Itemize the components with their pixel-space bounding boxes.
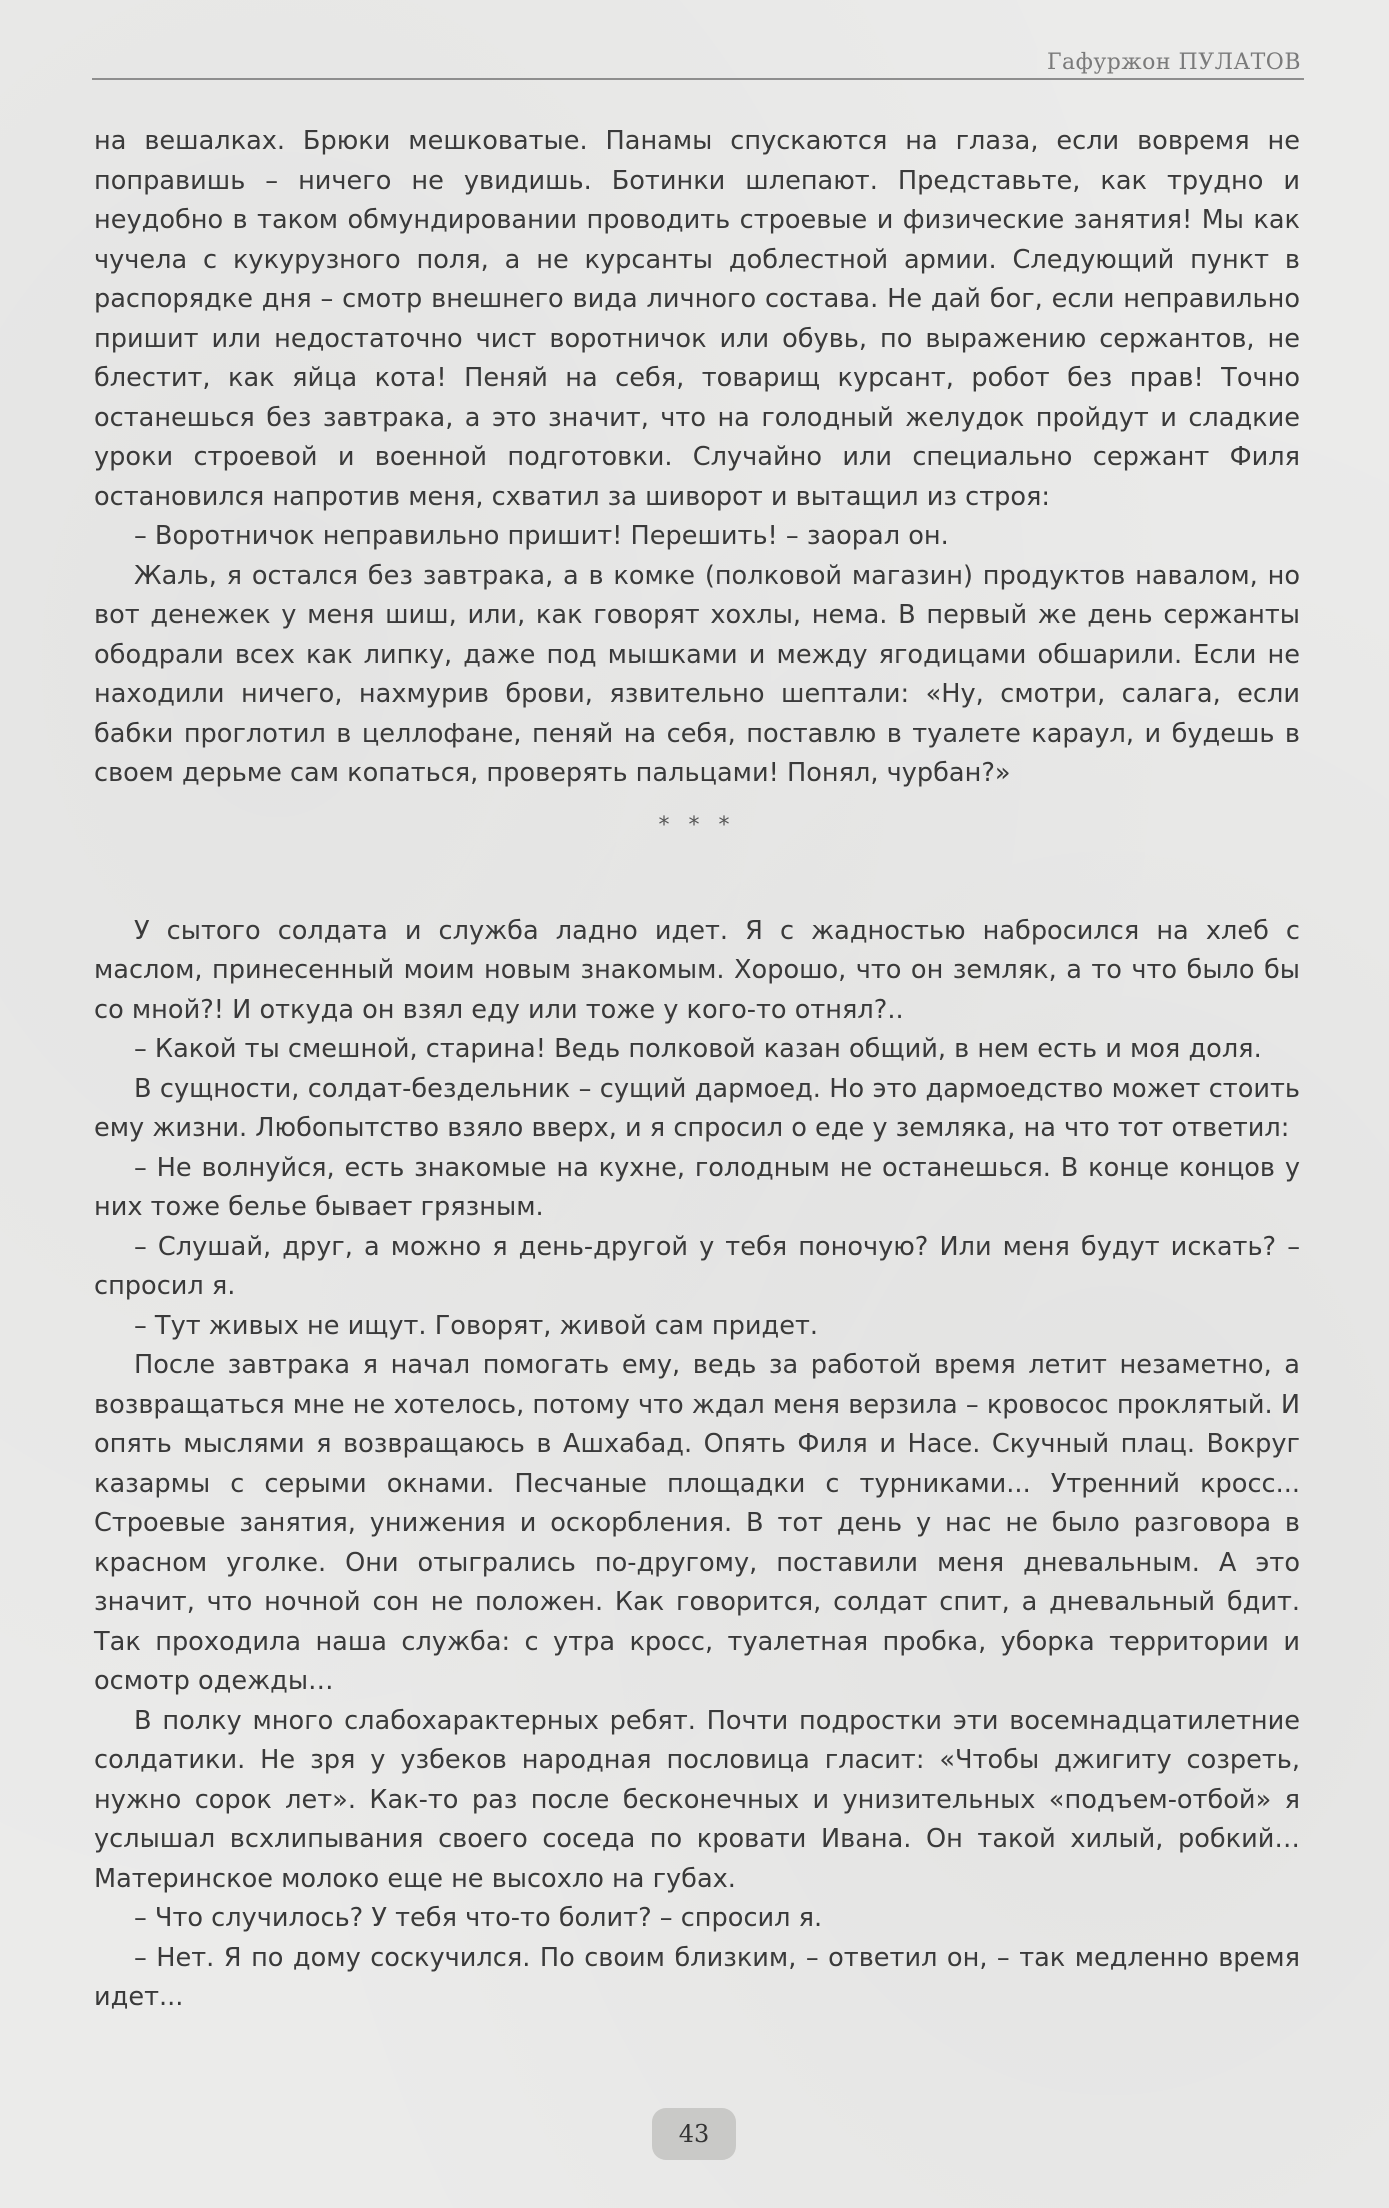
header-rule — [92, 78, 1304, 80]
paragraph: – Какой ты смешной, старина! Ведь полковой казан общий, в нем есть и моя доля. — [134, 1034, 1262, 1064]
paragraph: на вешалках. Брюки мешковатые. Панамы спускаются на глаза, если вовремя не поправишь – ничего не увидишь. Ботинки шлепают. Представьте, как трудно и неудобно в таком обмундировании проводить строевые и физические занятия! Мы как чучела с кукурузного поля, а не курсанты доблестной армии. Следующий пункт в распорядке дня – смотр внешнего вида личного состава. Не дай бог, если неправильно пришит или недостаточно чист воротничок или обувь, по выражению сержантов, не блестит, как яйца кота! Пеняй на себя, товарищ курсант, робот без прав! Точно останешься без завтрака, а это значит, что на голодный желудок пройдут и сладкие уроки строевой и военной подготовки. Случайно или специально сержант Филя остановился напротив меня, схватил за шиворот и вытащил из строя: — [94, 126, 1300, 512]
paragraph: Жаль, я остался без завтрака, а в комке (полковой магазин) продуктов навалом, но вот денежек у меня шиш, или, как говорят хохлы, нема. В первый же день сержанты ободрали всех как липку, даже под мышками и между ягодицами обшарили. Если не находили ничего, нахмурив брови, язвительно шептали: «Ну, смотри, салага, если бабки проглотил в целлофане, пеняй на себя, поставлю в туалете караул, и будешь в своем дерьме сам копаться, проверять пальцами! Понял, чурбан?» — [94, 560, 1300, 788]
paragraph: – Что случилось? У тебя что-то болит? – спросил я. — [134, 1903, 823, 1933]
paragraph: – Воротничок неправильно пришит! Перешить! – заорал он. — [134, 521, 949, 551]
paragraph: У сытого солдата и служба ладно идет. Я с жадностью набросился на хлеб с маслом, принесенный моим новым знакомым. Хорошо, что он земляк, а то что было бы со мной?! И откуда он взял еду или тоже у кого-то отнял?.. — [94, 915, 1300, 1025]
running-head: Гафуржон ПУЛАТОВ — [1037, 50, 1301, 75]
page-number: 43 — [652, 2108, 736, 2160]
paragraph: В полку много слабохарактерных ребят. Почти подростки эти восемнадцатилетние солдатики. Не зря у узбеков народная пословица гласит: «Чтобы джигиту созреть, нужно сорок лет». Как-то раз после бесконечных и унизительных «подъем-отбой» я услышал всхлипывания своего соседа по кровати Ивана. Он такой хилый, робкий… Материнское молоко еще не высохло на губах. — [94, 1705, 1300, 1894]
paragraph: – Слушай, друг, а можно я день-другой у тебя поночую? Или меня будут искать? – спросил я. — [94, 1231, 1300, 1301]
paragraph: После завтрака я начал помогать ему, ведь за работой время летит незаметно, а возвращаться мне не хотелось, потому что ждал меня верзила – кровосос проклятый. И опять мыслями я возвращаюсь в Ашхабад. Опять Филя и Насе. Скучный плац. Вокруг казармы с серыми окнами. Песчаные площадки с турниками... Утренний кросс... Строевые занятия, унижения и оскорбления. В тот день у нас не было разговора в красном уголке. Они отыгрались по-другому, поставили меня дневальным. А это значит, что ночной сон не положен. Как говорится, солдат спит, а дневальный бдит. Так проходила наша служба: с утра кросс, туалетная пробка, уборка территории и осмотр одежды… — [94, 1350, 1300, 1696]
page-footer — [0, 2100, 1389, 2160]
section-separator: * * * — [658, 812, 736, 838]
paragraph: – Нет. Я по дому соскучился. По своим близким, – ответил он, – так медленно время идет... — [94, 1942, 1300, 2012]
main-text — [94, 122, 1300, 2018]
paragraph: – Тут живых не ищут. Говорят, живой сам придет. — [134, 1310, 819, 1341]
paragraph: В сущности, солдат-бездельник – сущий дармоед. Но это дармоедство может стоить ему жизни. Любопытство взяло вверх, и я спросил о еде у земляка, на что тот ответил: — [94, 1073, 1300, 1143]
paragraph: – Не волнуйся, есть знакомые на кухне, голодным не останешься. В конце концов у них тоже белье бывает грязным. — [94, 1152, 1300, 1222]
